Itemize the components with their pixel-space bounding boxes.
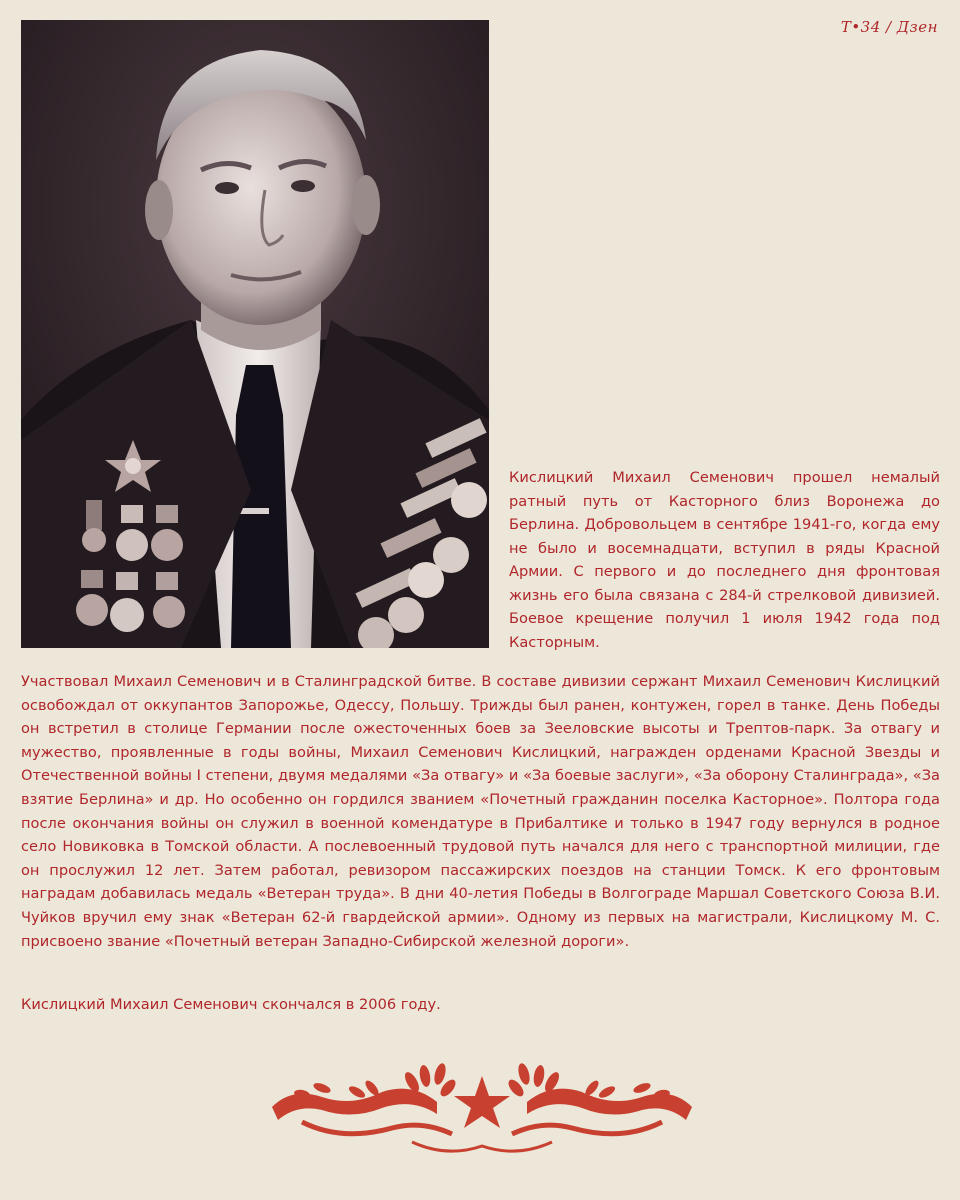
source-watermark: Т•34 / Дзен	[840, 18, 938, 36]
main-paragraph: Участвовал Михаил Семенович и в Сталинградской битве. В составе дивизии сержант Михаил Семенович Кислицкий освобождал от оккупантов Запорожье, Одессу, Польшу. Трижды был ранен, контужен, горел в танке. День Победы он встретил в столице Германии после ожесточенных боев за Зееловские высоты и Трептов-парк. За отвагу и мужество, проявленные в годы войны, Михаил Семенович Кислицкий, награжден орденами Красной Звезды и Отечественной войны I степени, двумя медалями «За отвагу» и «За боевые заслуги», «За оборону Сталинграда», «За взятие Берлина» и др. Но особенно он гордился званием «Почетный гражданин поселка Касторное». Полтора года после окончания войны он служил в военной комендатуре в Прибалтике и только в 1947 году вернулся в родное село Новиковка в Томской области. А послевоенный трудовой путь начался для него с транспортной милиции, где он прослужил 12 лет. Затем работал, ревизором пассажирских поездов на станции Томск. К его фронтовым наградам добавилась медаль «Ветеран труда». В дни 40-летия Победы в Волгограде Маршал Советского Союза В.И. Чуйков вручил ему знак «Ветеран 62-й гвардейской армии». Одному из первых на магистрали, Кислицкому М. С. присвоено звание «Почетный ветеран Западно-Сибирской железной дороги».	[21, 673, 940, 950]
intro-paragraph: Кислицкий Михаил Семенович прошел немалый ратный путь от Касторного близ Воронежа до Берлина. Добровольцем в сентябре 1941-го, когда ему не было и восемнадцати, вступил в ряды Красной Армии. С первого и до последнего дня фронтовая жизнь его была связана с 284-й стрелковой дивизией. Боевое крещение получил 1 июля 1942 года под Касторным.	[509, 469, 940, 651]
veteran-portrait-photo	[21, 20, 489, 648]
star-laurel-ornament-icon	[262, 1062, 702, 1158]
closing-paragraph: Кислицкий Михаил Семенович скончался в 2006 году.	[21, 996, 441, 1013]
